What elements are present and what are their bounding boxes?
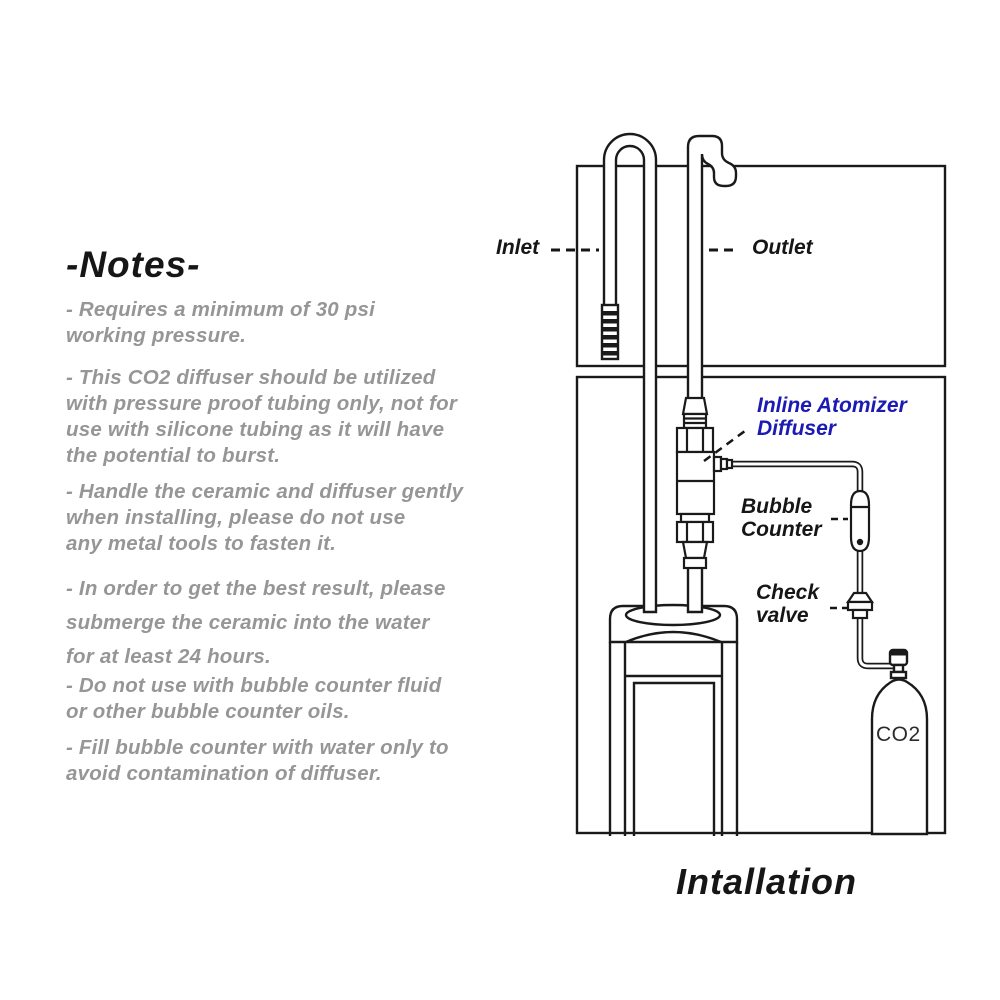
inline-atomizer-diffuser-label [757,395,907,440]
check-label-line2: valve [756,604,809,627]
note-item [66,673,586,725]
inlet-label: Inlet [496,236,540,259]
atomizer-label-line1: Inline Atomizer [757,394,907,417]
bubble-counter-device [851,491,869,551]
note-line: avoid contamination of diffuser. [66,762,382,785]
inline-atomizer-device [677,398,732,568]
atomizer-side-port [714,457,732,471]
check-label-line1: Check [756,581,820,604]
note-line: with pressure proof tubing only, not for [66,392,458,415]
bubble-label-line1: Bubble [741,495,813,518]
aquarium-tank [577,166,945,366]
inlet-strainer [602,305,618,359]
note-line: or other bubble counter oils. [66,700,350,723]
note-item [66,572,586,674]
bubble-counter-label [741,495,822,541]
bubble-label-line2: Counter [741,518,822,541]
note-item [66,297,586,349]
note-item [66,735,586,787]
note-line: - Requires a minimum of 30 psi [66,298,376,321]
note-line: submerge the ceramic into the water [66,611,430,634]
outlet-label: Outlet [752,236,813,259]
check-valve-label [756,581,819,627]
note-line: - In order to get the best result, please [66,577,446,600]
note-line: - Fill bubble counter with water only to [66,736,449,759]
note-line: use with silicone tubing as it will have [66,418,445,441]
co2-label: CO2 [876,723,921,746]
note-line: working pressure. [66,324,246,347]
note-line: the potential to burst. [66,444,281,467]
canister-filter [610,605,737,836]
note-item [66,479,586,557]
note-item [66,365,586,469]
note-line: - Do not use with bubble counter fluid [66,674,442,697]
note-line: - This CO2 diffuser should be utilized [66,366,436,389]
installation-title: Intallation [676,861,857,902]
note-line: - Handle the ceramic and diffuser gently [66,480,464,503]
note-line: when installing, please do not use [66,506,406,529]
atomizer-label-line2: Diffuser [757,416,836,440]
note-line: for at least 24 hours. [66,645,271,668]
notes-heading: -Notes- [66,244,201,285]
note-line: any metal tools to fasten it. [66,532,337,555]
check-valve-device [848,593,872,618]
inlet-pipe [602,134,656,612]
